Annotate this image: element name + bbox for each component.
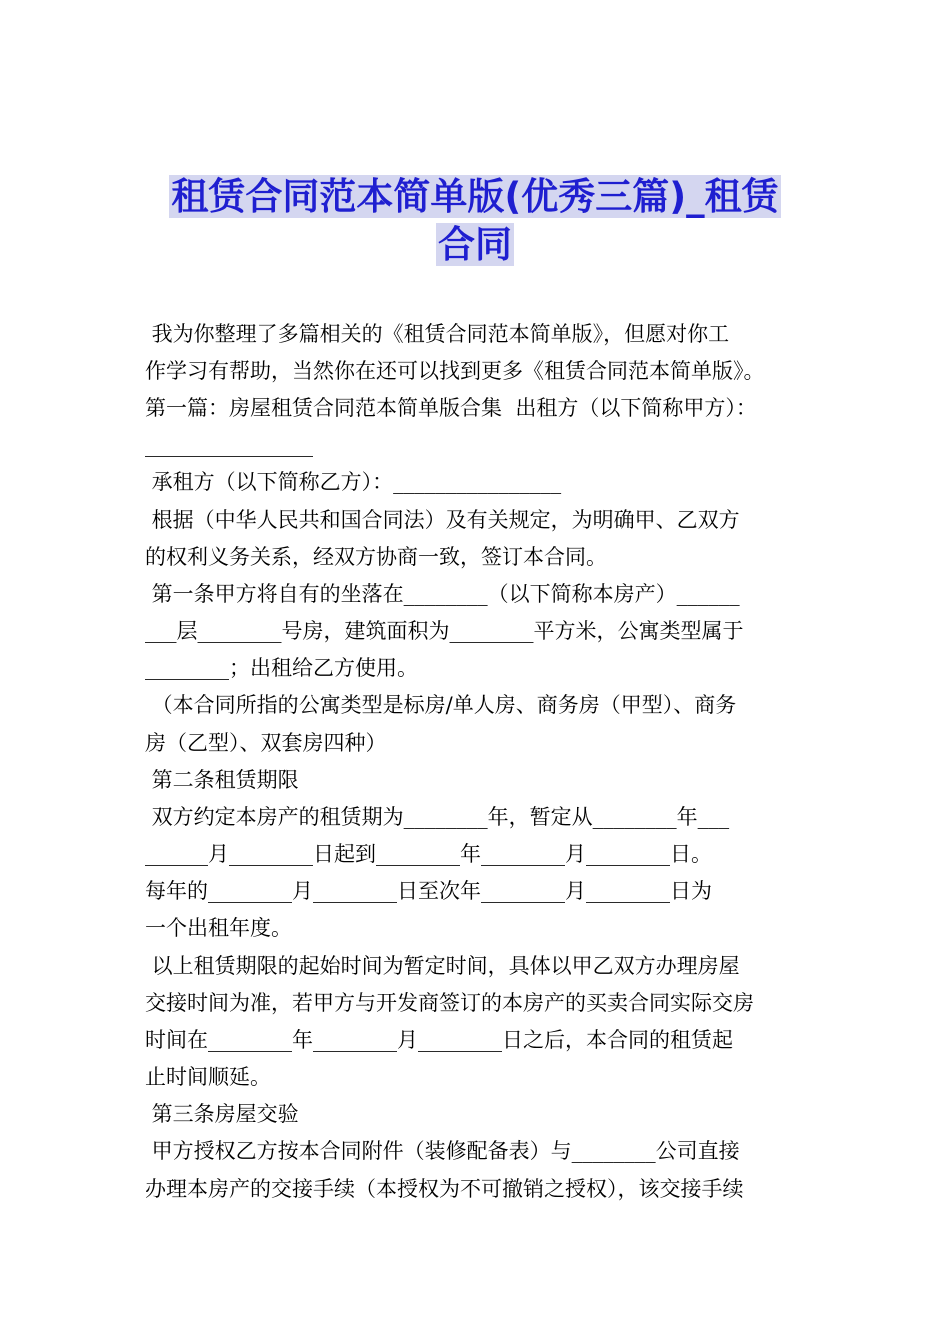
body-line: 双方约定本房产的租赁期为________年，暂定从________年___	[145, 805, 730, 829]
body-line: ________；出租给乙方使用。	[145, 656, 418, 680]
body-line: 房（乙型）、双套房四种）	[145, 731, 387, 755]
document-title-line-2	[0, 220, 950, 270]
body-line: 作学习有帮助，当然你在还可以找到更多《租赁合同范本简单版》。	[145, 359, 765, 383]
body-line: 以上租赁期限的起始时间为暂定时间，具体以甲乙双方办理房屋	[145, 954, 740, 978]
body-line: ______月________日起到________年________月________日。	[145, 842, 712, 866]
body-line: 我为你整理了多篇相关的《租赁合同范本简单版》，但愿对你工	[145, 322, 730, 346]
body-line: 交接时间为准，若甲方与开发商签订的本房产的买卖合同实际交房	[145, 991, 754, 1015]
section-heading: 第三条房屋交验	[145, 1102, 299, 1126]
body-line: 时间在________年________月________日之后，本合同的租赁起	[145, 1028, 733, 1052]
body-line: 第一篇：房屋租赁合同范本简单版合集 出租方（以下简称甲方）：	[145, 396, 757, 420]
body-line: 办理本房产的交接手续（本授权为不可撤销之授权），该交接手续	[145, 1177, 744, 1201]
body-line: ___层________号房，建筑面积为________平方米，公寓类型属于	[145, 619, 744, 643]
body-line: 承租方（以下简称乙方）：________________	[145, 470, 562, 494]
section-heading: 第二条租赁期限	[145, 768, 299, 792]
body-line: 止时间顺延。	[145, 1065, 271, 1089]
title-highlight-1: 租赁合同范本简单版(优秀三篇)_租赁	[171, 175, 779, 218]
body-line: ________________	[145, 433, 313, 457]
body-line: 一个出租年度。	[145, 916, 292, 940]
title-highlight-2: 合同	[438, 223, 512, 266]
document-title-line-1	[0, 172, 950, 222]
body-line: 的权利义务关系，经双方协商一致，签订本合同。	[145, 545, 607, 569]
body-line: 甲方授权乙方按本合同附件（装修配备表）与________公司直接	[145, 1139, 740, 1163]
body-line: （本合同所指的公寓类型是标房/单人房、商务房（甲型）、商务	[145, 693, 737, 717]
body-line: 每年的________月________日至次年________月________日为	[145, 879, 712, 903]
body-line: 根据（中华人民共和国合同法）及有关规定，为明确甲、乙双方	[145, 508, 740, 532]
body-line: 第一条甲方将自有的坐落在________（以下简称本房产）______	[145, 582, 740, 606]
